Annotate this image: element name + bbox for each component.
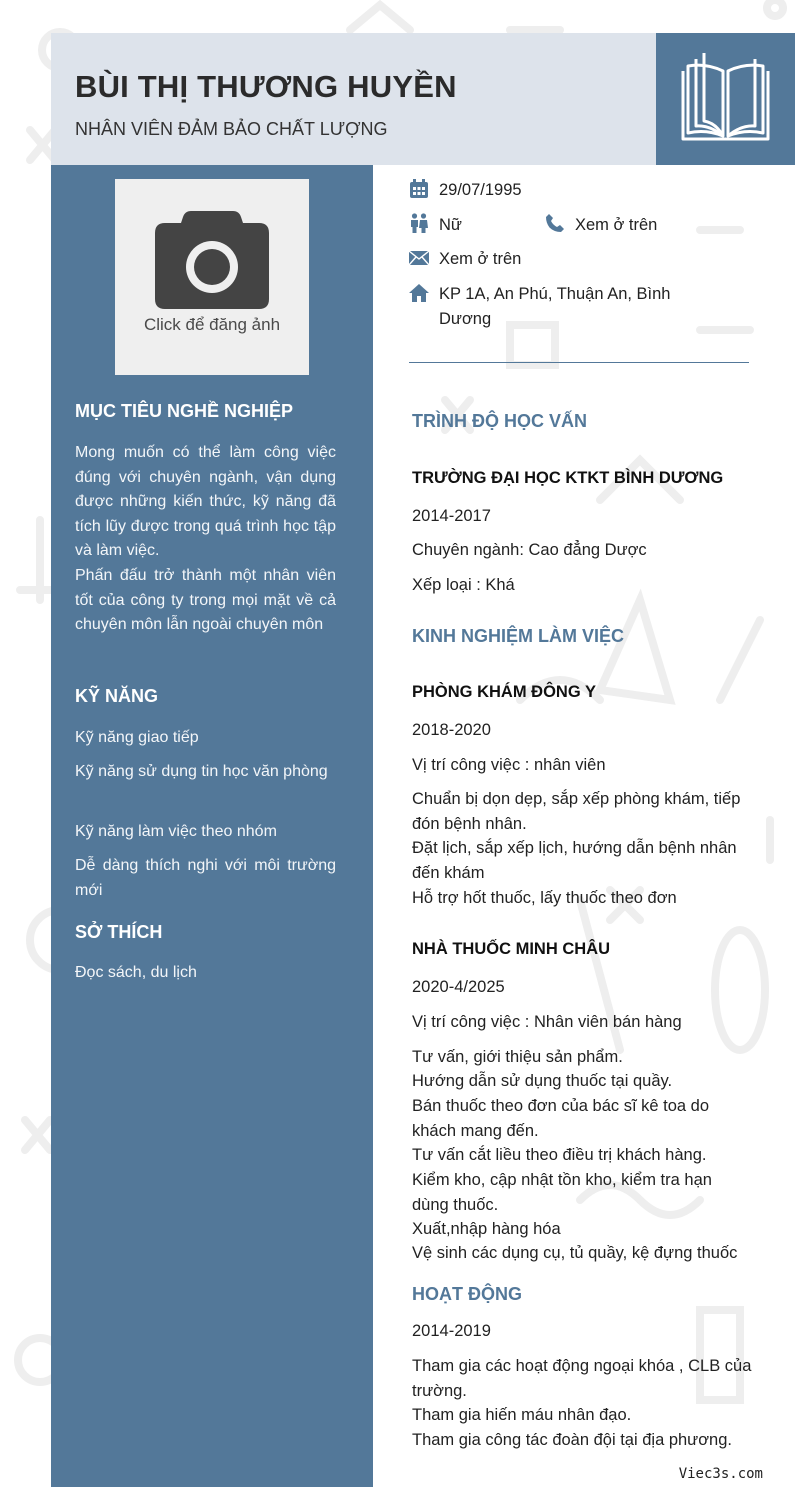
company-name: PHÒNG KHÁM ĐÔNG Y (412, 683, 596, 701)
job-duty: Hướng dẫn sử dụng thuốc tại quầy. (412, 1072, 673, 1090)
skill-item: Kỹ năng giao tiếp (75, 729, 199, 746)
phone-text: Xem ở trên (575, 216, 658, 234)
activity-item: Tham gia hiến máu nhân đạo. (412, 1406, 632, 1424)
address-text: KP 1A, An Phú, Thuận An, Bình Dương (439, 285, 671, 328)
sidebar (51, 165, 373, 1487)
activities-heading: HOẠT ĐỘNG (412, 1284, 522, 1304)
skill-item: Dễ dàng thích nghi với môi trường mới (75, 857, 336, 899)
email-icon (409, 248, 429, 268)
phone-icon (545, 213, 565, 233)
job-duty: Chuẩn bị dọn dẹp, sắp xếp phòng khám, tiếp đón bệnh nhân. (412, 790, 741, 833)
photo-upload-label: Click để đăng ảnh (143, 315, 281, 334)
activity-item: Tham gia công tác đoàn đội tại địa phương. (412, 1431, 732, 1449)
gender-text: Nữ (439, 216, 462, 234)
candidate-name: BÙI THỊ THƯƠNG HUYỀN (75, 69, 457, 104)
job-period: 2020-4/2025 (412, 978, 505, 996)
skills-heading: KỸ NĂNG (75, 686, 159, 706)
company-name: NHÀ THUỐC MINH CHÂU (412, 940, 610, 958)
skill-item: Kỹ năng làm việc theo nhóm (75, 823, 277, 840)
job-duty: Tư vấn, giới thiệu sản phẩm. (412, 1048, 623, 1066)
job-duty: Đặt lịch, sắp xếp lịch, hướng dẫn bệnh nhân đến khám (412, 839, 737, 882)
home-icon (409, 283, 429, 303)
hobbies-heading: SỞ THÍCH (75, 922, 163, 942)
open-book-icon (678, 51, 773, 146)
activity-item: Tham gia các hoạt động ngoại khóa , CLB của trường. (412, 1357, 752, 1400)
job-period: 2018-2020 (412, 721, 491, 739)
email-text: Xem ở trên (439, 250, 522, 268)
job-duty: Vệ sinh các dụng cụ, tủ quầy, kệ đựng thuốc (412, 1244, 738, 1262)
experience-heading: KINH NGHIỆM LÀM VIỆC (412, 626, 625, 646)
job-duty: Kiểm kho, cập nhật tồn kho, kiểm tra hạn dùng thuốc. (412, 1171, 712, 1214)
header-logo (656, 33, 795, 165)
job-duty: Xuất,nhập hàng hóa (412, 1220, 561, 1238)
calendar-icon (409, 179, 429, 199)
education-major: Chuyên ngành: Cao đẳng Dược (412, 541, 647, 559)
objective-text: Phấn đấu trở thành một nhân viên tốt của công ty trong mọi mặt về cả chuyên môn lẫn ngoài chuyên môn (75, 567, 336, 634)
resume-header (51, 33, 656, 165)
school-name: TRƯỜNG ĐẠI HỌC KTKT BÌNH DƯƠNG (412, 469, 724, 487)
hobbies-text: Đọc sách, du lịch (75, 964, 197, 981)
footer-watermark: Viec3s.com (678, 1466, 763, 1482)
birthday-text: 29/07/1995 (439, 181, 522, 199)
job-duty: Hỗ trợ hốt thuốc, lấy thuốc theo đơn (412, 889, 677, 907)
education-period: 2014-2017 (412, 507, 491, 525)
job-duty: Tư vấn cắt liều theo điều trị khách hàng. (412, 1146, 707, 1164)
gender-icon (409, 213, 429, 233)
objective-text: Mong muốn có thể làm công việc đúng với chuyên ngành, vận dụng được những kiến thức, kỹ năng đã tích lũy được trong quá trình học tập và làm việc. (75, 444, 336, 560)
objective-heading: MỤC TIÊU NGHỀ NGHIỆP (75, 401, 294, 421)
camera-icon (153, 207, 271, 309)
education-heading: TRÌNH ĐỘ HỌC VẤN (412, 411, 587, 431)
photo-upload-area[interactable] (115, 179, 309, 375)
job-position: Vị trí công việc : Nhân viên bán hàng (412, 1013, 682, 1031)
education-grade: Xếp loại : Khá (412, 576, 515, 594)
candidate-job-title: NHÂN VIÊN ĐẢM BẢO CHẤT LƯỢNG (75, 119, 388, 139)
activities-period: 2014-2019 (412, 1322, 491, 1340)
job-position: Vị trí công việc : nhân viên (412, 756, 606, 774)
skill-item: Kỹ năng sử dụng tin học văn phòng (75, 763, 328, 780)
contact-divider (409, 362, 749, 363)
job-duty: Bán thuốc theo đơn của bác sĩ kê toa do khách mang đến. (412, 1097, 710, 1140)
